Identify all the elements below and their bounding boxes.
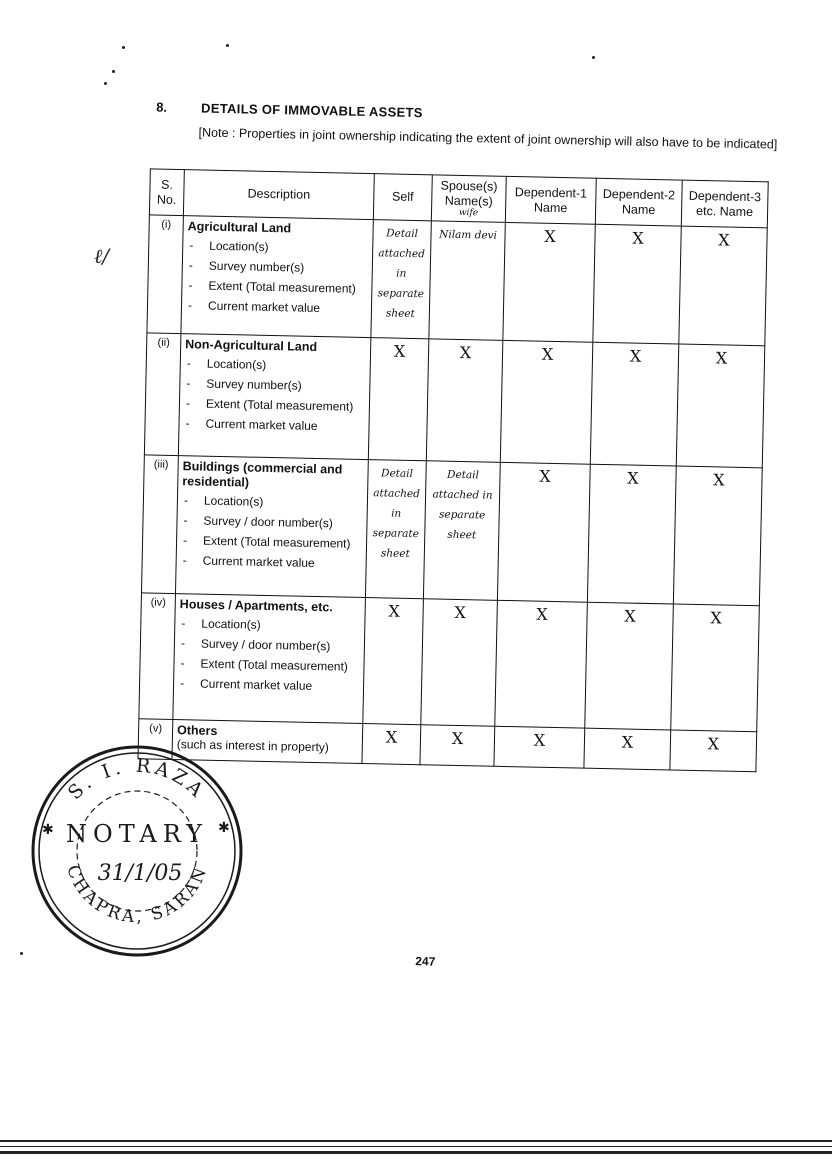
scan-edge-line [0,1140,832,1142]
dependent-3-value: X [673,466,762,606]
list-item: - Survey / door number(s) [181,513,362,532]
dependent-3-value: X [670,730,757,772]
dependent-2-value: X [587,464,676,604]
list-item: - Survey number(s) [187,258,368,277]
list-item: - Extent (Total measurement) [178,656,359,675]
handwritten-margin-mark: ℓ/ [94,244,110,268]
page-number: 247 [415,954,436,969]
dependent-2-value: X [590,342,679,466]
row-sno: (i) [147,215,183,334]
scan-edge-line [0,1146,832,1147]
row-category: Houses / Apartments, etc. [179,597,333,615]
list-item: - Current market value [181,553,362,572]
row-category: Agricultural Land [187,219,292,236]
list-item: - Location(s) [182,493,363,512]
stamp-bottom-text: CHAPRA, SARAN [62,862,213,928]
table-row [139,593,760,732]
list-item: - Current market value [178,676,359,695]
row-subitems [183,356,366,435]
dependent-1-value: X [494,726,585,768]
list-item: - Extent (Total measurement) [186,278,367,297]
header-dependent-1: Dependent-1 Name [505,176,596,224]
row-description [175,456,368,598]
row-sno: (iv) [139,593,176,720]
immovable-assets-table [137,168,768,772]
row-sno: (v) [138,719,173,760]
row-subitems [186,238,369,317]
list-item: - Current market value [186,298,367,317]
list-item: - Location(s) [185,356,366,375]
row-sno: (ii) [144,333,181,456]
header-spouse [431,175,506,223]
list-item: - Extent (Total measurement) [184,396,365,415]
stamp-center-text: NOTARY [66,820,208,848]
self-value: Detail attached in separate sheet [365,460,426,599]
dependent-1-value: X [495,600,588,728]
list-item: - Survey number(s) [184,376,365,395]
dependent-2-value: X [585,602,674,730]
star-icon: ✱ [42,822,54,838]
dependent-3-value: X [679,226,767,346]
table-row [144,333,764,468]
header-self: Self [373,174,432,221]
dependent-3-value: X [671,604,760,732]
spouse-value: X [420,725,495,767]
dependent-3-value: X [676,344,765,468]
row-category: Non-Agricultural Land [185,337,318,354]
row-category: Buildings (commercial and residential) [182,459,343,490]
row-category-note: (such as interest in property) [176,737,330,755]
dependent-1-value: X [500,340,593,464]
dependent-1-value: X [503,222,595,342]
section-number: 8. [156,99,168,115]
list-item: - Location(s) [179,616,360,635]
row-description [178,334,371,460]
row-category: Others [176,723,218,738]
row-description [173,594,366,724]
header-dependent-2: Dependent-2 Name [595,178,682,226]
section-note: [Note : Properties in joint ownership indicating the extent of joint ownership will also have to be indicated] [198,125,778,152]
row-subitems [178,616,361,695]
row-sno: (iii) [141,455,178,594]
header-description: Description [183,170,374,220]
self-value: X [368,338,429,461]
row-subitems [181,493,364,572]
list-item: - Survey / door number(s) [179,636,360,655]
self-value: X [362,724,421,765]
section-title: DETAILS OF IMMOVABLE ASSETS [200,100,423,121]
self-value: X [363,598,424,725]
spouse-value: Detail attached in separate sheet [423,461,500,601]
stamp-top-text: S. I. RAZA [63,754,211,805]
dependent-2-value: X [593,224,681,344]
header-spouse-label: Spouse(s) Name(s) [440,178,498,209]
table-row [141,455,762,606]
dependent-2-value: X [584,728,671,770]
scan-edge-line [0,1151,832,1154]
spouse-value: X [426,339,503,463]
dependent-1-value: X [497,462,590,602]
row-description [181,216,373,338]
stamp-date: 31/1/05 [97,861,183,886]
list-item: - Current market value [183,416,364,435]
self-value: Detail attached in separate sheet [371,220,431,339]
star-icon: ✱ [218,820,230,836]
header-dependent-3: Dependent-3 etc. Name [681,180,768,228]
notary-stamp [28,742,246,960]
header-spouse-handwritten-note: wife [458,207,479,219]
header-sno: S. No. [149,169,184,216]
table-row [147,215,767,346]
list-item: - Location(s) [187,238,368,257]
spouse-value: Nilam devi [429,221,505,341]
list-item: - Extent (Total measurement) [181,533,362,552]
spouse-value: X [421,599,498,727]
